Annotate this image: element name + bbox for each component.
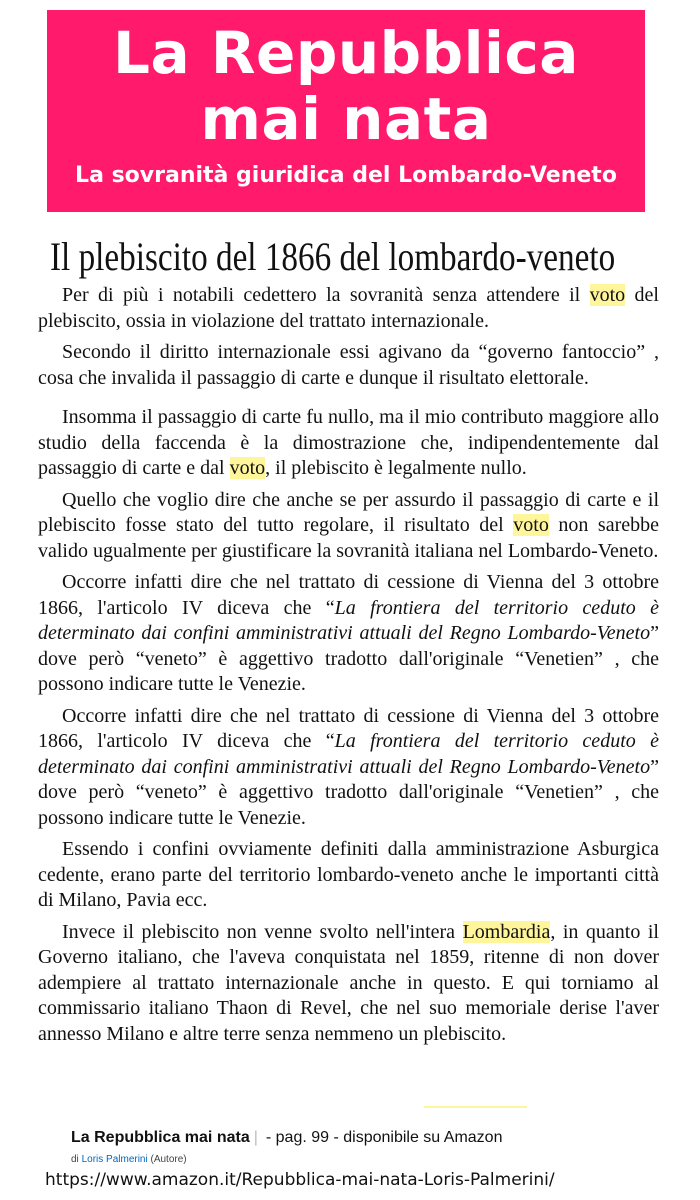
paragraph-text: , in quanto il Governo italiano, che l'aveva conquistata nel 1859, ritenne di non dover adempiere al trattato internazionale anche in questo. E qui torniamo al commissario italiano Thaon di Revel, che nel suo memoriale derise l'aver annesso Milano e altre terre senza nemmeno un plebiscito.: [38, 920, 659, 1045]
paragraph-text: Occorre infatti dire che nel trattato di cessione di Vienna del 3 ottobre 1866, l'articolo IV diceva che “: [38, 571, 659, 619]
paragraph-text: , il plebiscito è legalmente nullo.: [265, 457, 527, 479]
highlighted-word: voto: [229, 457, 266, 479]
paragraph-text: ” dove però “veneto” è aggettivo tradotto dall'originale “Venetien” , che possono indicare tutte le Venezie.: [38, 755, 659, 829]
paragraph-7: Essendo i confini ovviamente definiti dalla amministrazione Asburgica cedente, erano parte del territorio lombardo-veneto anche le importanti città di Milano, Pavia ecc.: [38, 838, 659, 911]
page-heading: Il plebiscito del 1866 del lombardo-veneto: [50, 234, 616, 279]
paragraph-text: del plebiscito, ossia in violazione del trattato internazionale.: [38, 284, 659, 332]
highlighted-word: Lombardia: [462, 920, 551, 943]
banner-title-line1: La Repubblica: [113, 19, 579, 87]
book-title-link[interactable]: La Repubblica mai nata: [71, 1129, 250, 1146]
highlighted-word: voto: [513, 514, 549, 536]
paragraph-6: [38, 704, 659, 832]
paragraph-5: [38, 570, 659, 698]
paragraph-text: Per di più i notabili cedettero la sovranità senza attendere il: [62, 284, 590, 306]
highlighted-word: voto: [589, 284, 626, 306]
book-cover-banner: [47, 10, 645, 212]
separator: |: [253, 1129, 258, 1146]
amazon-url[interactable]: https://www.amazon.it/Repubblica-mai-nata-Loris-Palmerini/: [45, 1170, 555, 1190]
paragraph-2: Secondo il diritto internazionale essi agivano da “governo fantoccio” , cosa che invalida il passaggio di carte e dunque il risultato elettorale.: [38, 341, 659, 389]
page-info: - pag. 99 - disponibile su Amazon: [265, 1129, 503, 1146]
paragraph-1: [38, 283, 659, 334]
author-role: (Autore): [150, 1154, 187, 1165]
paragraph-4: [38, 488, 659, 565]
paragraph-text: non sarebbe valido ugualmente per giustificare la sovranità italiana nel Lombardo-Veneto.: [38, 514, 659, 562]
banner-title-line2: mai nata: [200, 85, 492, 153]
paragraph-3: [38, 405, 659, 482]
article-body: [38, 283, 659, 1047]
treaty-quote: La frontiera del territorio ceduto è determinato dai confini amministrativi attuali del Regno Lombardo-Veneto: [38, 730, 659, 778]
book-credit: [71, 1129, 502, 1147]
paragraph-text: ” dove però “veneto” è aggettivo tradotto dall'originale “Venetien” , che possono indicare tutte le Venezie.: [38, 622, 659, 695]
paragraph-text: Invece il plebiscito non venne svolto nell'intera: [62, 920, 463, 943]
paragraph-text: Occorre infatti dire che nel trattato di cessione di Vienna del 3 ottobre 1866, l'articolo IV diceva che “: [38, 704, 659, 752]
highlight-underline-fragment: [424, 1106, 527, 1108]
author-line: [71, 1154, 187, 1165]
author-prefix: di: [71, 1154, 79, 1165]
author-link[interactable]: Loris Palmerini: [81, 1154, 148, 1165]
paragraph-text: Insomma il passaggio di carte fu nullo, ma il mio contributo maggiore allo studio della faccenda è la dimostrazione che, indipendentemente dal passaggio di carte e dal: [38, 406, 659, 479]
treaty-quote: La frontiera del territorio ceduto è determinato dai confini amministrativi attuali del Regno Lombardo-Veneto: [38, 596, 659, 644]
paragraph-8: [38, 920, 659, 1048]
paragraph-text: Quello che voglio dire che anche se per assurdo il passaggio di carte e il plebiscito fosse stato del tutto regolare, il risultato del: [38, 488, 659, 536]
banner-subtitle: La sovranità giuridica del Lombardo-Veneto: [75, 163, 617, 188]
